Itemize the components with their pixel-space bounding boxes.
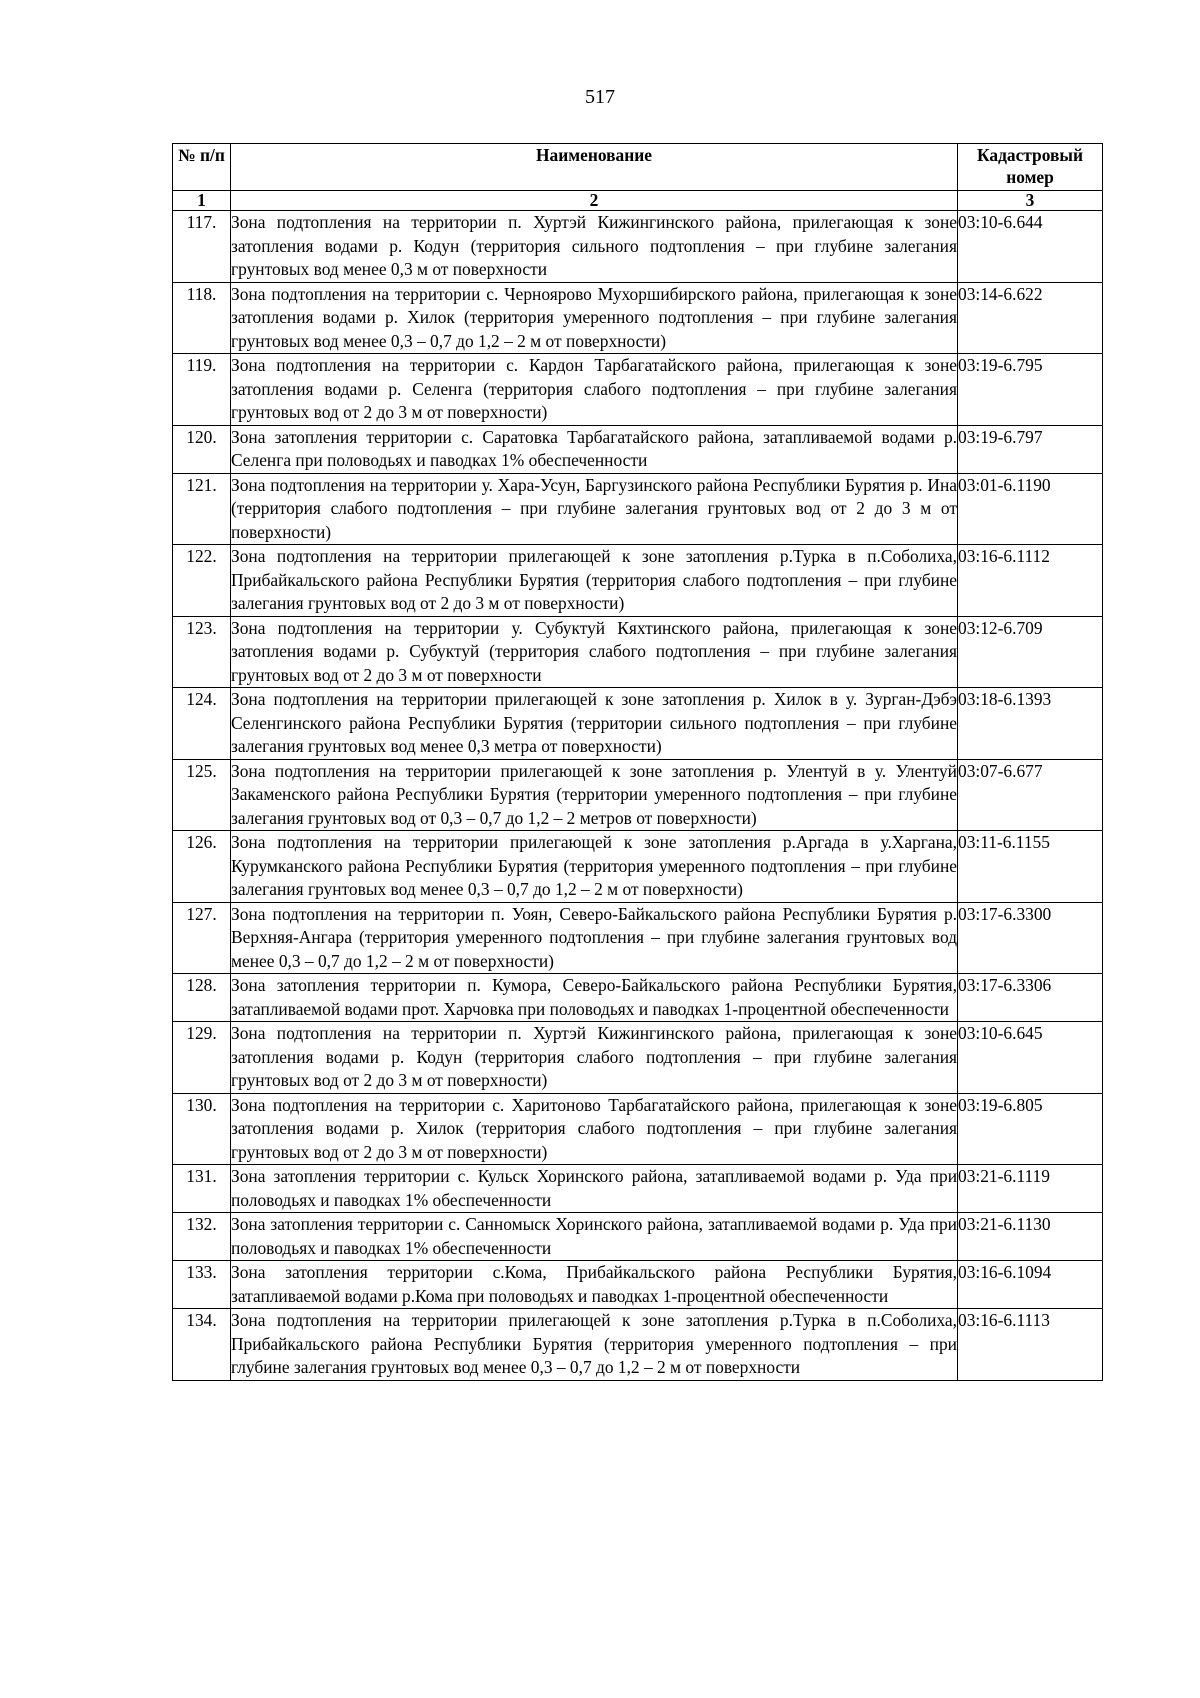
- header-num: № п/п: [173, 144, 231, 191]
- row-number-cell: 119.: [173, 354, 231, 426]
- row-cadastral-cell: 03:12-6.709: [958, 616, 1103, 688]
- header-cadastral: Кадастровый номер: [958, 144, 1103, 191]
- table-row: [173, 759, 1103, 831]
- page-number: 517: [585, 86, 615, 108]
- table-row: [173, 282, 1103, 354]
- row-number-cell: 133.: [173, 1261, 231, 1309]
- table-row: [173, 688, 1103, 760]
- row-cadastral-cell: 03:18-6.1393: [958, 688, 1103, 760]
- row-name-cell: Зона подтопления на территории с. Кардон Тарбагатайского района, прилегающая к зоне затопления водами р. Селенга (территория слабого подтопления – при глубине залегания грунтовых вод от 2 до 3 м от поверхности): [231, 354, 958, 426]
- row-cadastral-cell: 03:17-6.3306: [958, 974, 1103, 1022]
- row-cadastral-cell: 03:17-6.3300: [958, 902, 1103, 974]
- table-row: [173, 902, 1103, 974]
- table-row: [173, 545, 1103, 617]
- row-name-cell: Зона подтопления на территории прилегающей к зоне затопления р.Турка в п.Соболиха, Прибайкальского района Республики Бурятия (территория умеренного подтопления – при глубине залегания грунтовых вод менее 0,3 – 0,7 до 1,2 – 2 м от поверхности: [231, 1309, 958, 1381]
- row-name-cell: Зона подтопления на территории у. Хара-Усун, Баргузинского района Республики Бурятия р. Ина (территория слабого подтопления – при глубине залегания грунтовых вод от 2 до 3 м от поверхности): [231, 473, 958, 545]
- row-name-cell: Зона затопления территории с.Кома, Прибайкальского района Республики Бурятия, затапливаемой водами р.Кома при половодьях и паводках 1-процентной обеспеченности: [231, 1261, 958, 1309]
- row-cadastral-cell: 03:14-6.622: [958, 282, 1103, 354]
- column-index-2: 2: [231, 191, 958, 211]
- table-row: [173, 354, 1103, 426]
- row-name-cell: Зона подтопления на территории прилегающей к зоне затопления р.Аргада в у.Харгана, Курумканского района Республики Бурятия (территория умеренного подтопления – при глубине залегания грунтовых вод менее 0,3 – 0,7 до 1,2 – 2 м от поверхности): [231, 831, 958, 903]
- row-name-cell: Зона подтопления на территории п. Уоян, Северо-Байкальского района Республики Бурятия р. Верхняя-Ангара (территория умеренного подтопления – при глубине залегания грунтовых вод менее 0,3 – 0,7 до 1,2 – 2 м от поверхности): [231, 902, 958, 974]
- row-number-cell: 132.: [173, 1213, 231, 1261]
- row-cadastral-cell: 03:16-6.1112: [958, 545, 1103, 617]
- row-name-cell: Зона подтопления на территории п. Хуртэй Кижингинского района, прилегающая к зоне затопления водами р. Кодун (территория слабого подтопления – при глубине залегания грунтовых вод от 2 до 3 м от поверхности): [231, 1022, 958, 1094]
- row-cadastral-cell: 03:07-6.677: [958, 759, 1103, 831]
- row-name-cell: Зона подтопления на территории прилегающей к зоне затопления р.Турка в п.Соболиха, Прибайкальского района Республики Бурятия (территория слабого подтопления – при глубине залегания грунтовых вод от 2 до 3 м от поверхности): [231, 545, 958, 617]
- table-row: [173, 1093, 1103, 1165]
- row-number-cell: 118.: [173, 282, 231, 354]
- row-number-cell: 121.: [173, 473, 231, 545]
- table-row: [173, 1261, 1103, 1309]
- row-name-cell: Зона затопления территории с. Кульск Хоринского района, затапливаемой водами р. Уда при половодьях и паводках 1% обеспеченности: [231, 1165, 958, 1213]
- row-cadastral-cell: 03:10-6.644: [958, 211, 1103, 283]
- table-row: [173, 974, 1103, 1022]
- row-number-cell: 134.: [173, 1309, 231, 1381]
- row-name-cell: Зона затопления территории п. Кумора, Северо-Байкальского района Республики Бурятия, затапливаемой водами прот. Харчовка при половодьях и паводках 1-процентной обеспеченности: [231, 974, 958, 1022]
- table-body: [173, 211, 1103, 1381]
- table-row: [173, 1309, 1103, 1381]
- row-number-cell: 124.: [173, 688, 231, 760]
- row-name-cell: Зона подтопления на территории прилегающей к зоне затопления р. Хилок в у. Зурган-Дэбэ Селенгинского района Республики Бурятия (территории сильного подтопления – при глубине залегания грунтовых вод менее 0,3 метра от поверхности): [231, 688, 958, 760]
- row-number-cell: 123.: [173, 616, 231, 688]
- row-name-cell: Зона затопления территории с. Санномыск Хоринского района, затапливаемой водами р. Уда при половодьях и паводках 1% обеспеченности: [231, 1213, 958, 1261]
- row-number-cell: 129.: [173, 1022, 231, 1094]
- table-row: [173, 616, 1103, 688]
- row-number-cell: 125.: [173, 759, 231, 831]
- row-cadastral-cell: 03:19-6.795: [958, 354, 1103, 426]
- row-number-cell: 126.: [173, 831, 231, 903]
- row-cadastral-cell: 03:16-6.1094: [958, 1261, 1103, 1309]
- row-number-cell: 131.: [173, 1165, 231, 1213]
- row-number-cell: 128.: [173, 974, 231, 1022]
- row-cadastral-cell: 03:11-6.1155: [958, 831, 1103, 903]
- table-header: [173, 144, 1103, 211]
- row-cadastral-cell: 03:21-6.1130: [958, 1213, 1103, 1261]
- row-name-cell: Зона подтопления на территории п. Хуртэй Кижингинского района, прилегающая к зоне затопления водами р. Кодун (территория сильного подтопления – при глубине залегания грунтовых вод менее 0,3 м от поверхности: [231, 211, 958, 283]
- header-name: Наименование: [231, 144, 958, 191]
- table-row: [173, 473, 1103, 545]
- row-cadastral-cell: 03:01-6.1190: [958, 473, 1103, 545]
- flood-zone-registry-table: [172, 143, 1103, 1381]
- row-cadastral-cell: 03:16-6.1113: [958, 1309, 1103, 1381]
- column-index-1: 1: [173, 191, 231, 211]
- row-cadastral-cell: 03:19-6.805: [958, 1093, 1103, 1165]
- table-row: [173, 1022, 1103, 1094]
- row-number-cell: 122.: [173, 545, 231, 617]
- row-number-cell: 130.: [173, 1093, 231, 1165]
- row-cadastral-cell: 03:21-6.1119: [958, 1165, 1103, 1213]
- row-name-cell: Зона подтопления на территории с. Харитоново Тарбагатайского района, прилегающая к зоне затопления водами р. Хилок (территория слабого подтопления – при глубине залегания грунтовых вод от 2 до 3 м от поверхности): [231, 1093, 958, 1165]
- row-cadastral-cell: 03:19-6.797: [958, 425, 1103, 473]
- table-row: [173, 211, 1103, 283]
- row-number-cell: 127.: [173, 902, 231, 974]
- table-row: [173, 425, 1103, 473]
- row-name-cell: Зона подтопления на территории у. Субуктуй Кяхтинского района, прилегающая к зоне затопления водами р. Субуктуй (территория слабого подтопления – при глубине залегания грунтовых вод от 2 до 3 м от поверхности: [231, 616, 958, 688]
- table-row: [173, 1165, 1103, 1213]
- table-row: [173, 831, 1103, 903]
- row-number-cell: 120.: [173, 425, 231, 473]
- row-name-cell: Зона подтопления на территории с. Черноярово Мухоршибирского района, прилегающая к зоне затопления водами р. Хилок (территория умеренного подтопления – при глубине залегания грунтовых вод менее 0,3 – 0,7 до 1,2 – 2 м от поверхности): [231, 282, 958, 354]
- table-row: [173, 1213, 1103, 1261]
- row-name-cell: Зона подтопления на территории прилегающей к зоне затопления р. Улентуй в у. Улентуй Закаменского района Республики Бурятия (территории умеренного подтопления – при глубине залегания грунтовых вод от 0,3 – 0,7 до 1,2 – 2 метров от поверхности): [231, 759, 958, 831]
- row-number-cell: 117.: [173, 211, 231, 283]
- column-index-3: 3: [958, 191, 1103, 211]
- row-cadastral-cell: 03:10-6.645: [958, 1022, 1103, 1094]
- row-name-cell: Зона затопления территории с. Саратовка Тарбагатайского района, затапливаемой водами р. Селенга при половодьях и паводках 1% обеспеченности: [231, 425, 958, 473]
